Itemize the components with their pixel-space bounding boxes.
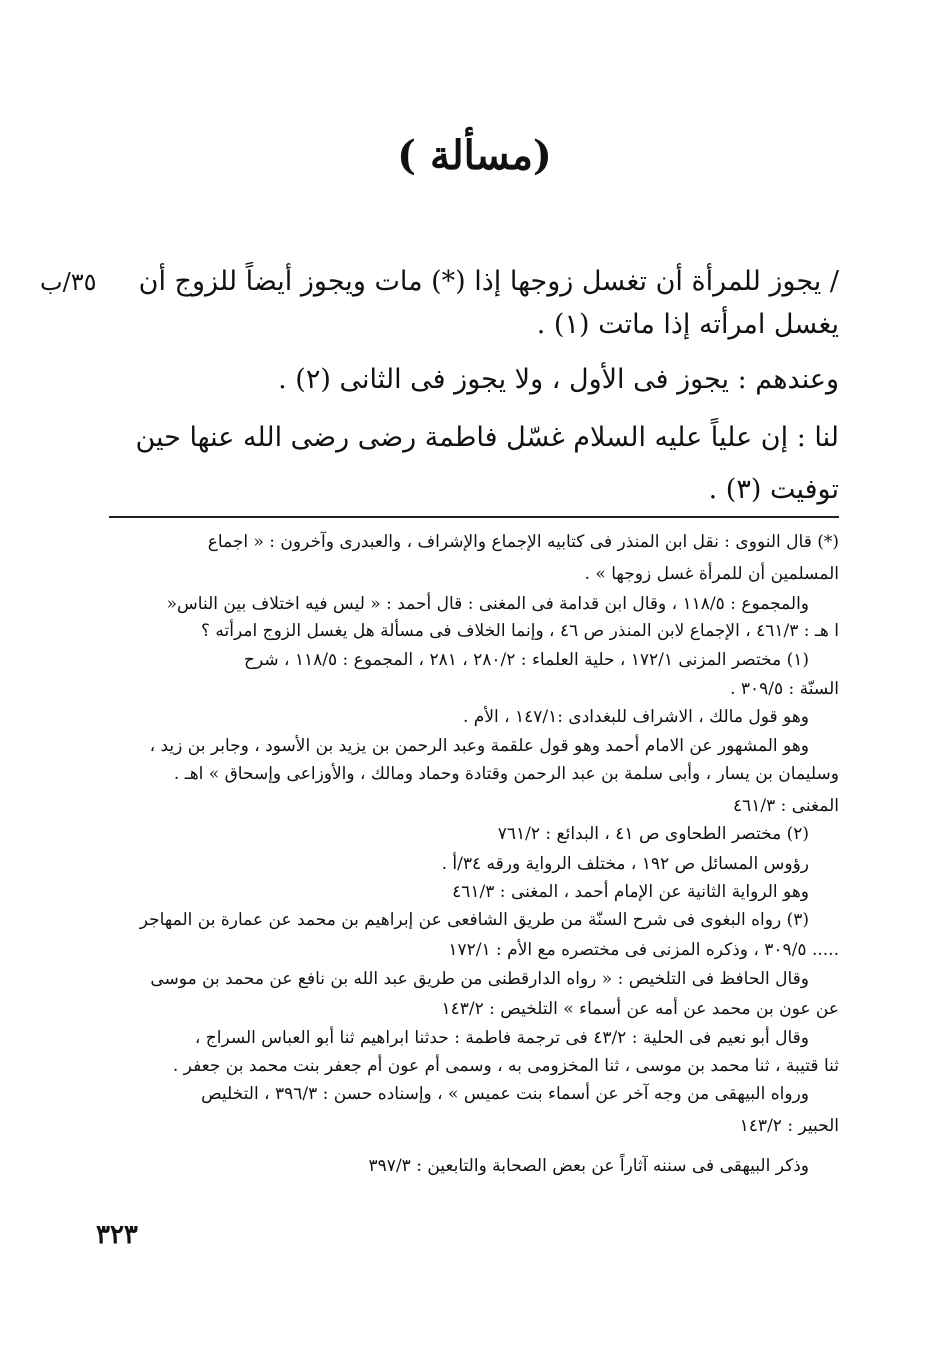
footnote-line: والمجموع : ١١٨/٥ ، وقال ابن قدامة فى المغنى : قال أحمد : « ليس فيه اختلاف بين الناس« (166, 594, 809, 614)
page-number: ٣٢٣ (96, 1220, 138, 1250)
main-text-line: لنا : إن علياً عليه السلام غسّل فاطمة رضى رضى الله عنها حين (135, 422, 839, 453)
footnote-line: عن عون بن محمد عن أمه عن أسماء » التلخيص : ١٤٣/٢ (441, 999, 839, 1019)
footnote-line: المغنى : ٤٦١/٣ (732, 796, 839, 816)
footnote-line: وهو الرواية الثانية عن الإمام أحمد ، المغنى : ٤٦١/٣ (452, 882, 809, 902)
footnote-line: (١) مختصر المزنى ١٧٢/١ ، حلية العلماء : ٢٨٠/٢ ، ٢٨١ ، المجموع : ١١٨/٥ ، شرح (243, 650, 809, 670)
footnote-line: وهو قول مالك ، الاشراف للبغدادى :١٤٧/١ ، الأم . (462, 707, 809, 727)
footnote-line: الحبير : ١٤٣/٢ (739, 1116, 839, 1136)
footnote-line: (٢) مختصر الطحاوى ص ٤١ ، البدائع : ٧٦١/٢ (497, 824, 809, 844)
footnote-line: ثنا قتيبة ، ثنا محمد بن موسى ، ثنا المخزومى به ، وسمى أم عون أم جعفر بنت محمد بن جعفر . (172, 1056, 839, 1076)
footnote-line: السنّة : ٣٠٩/٥ . (730, 679, 839, 699)
footnote-line: وقال الحافظ فى التلخيص : « رواه الدارقطنى من طريق عبد الله بن نافع عن محمد بن موسى (150, 969, 809, 989)
footnote-divider (109, 516, 839, 518)
footnote-line: المسلمين أن للمرأة غسل زوجها » . (584, 564, 839, 584)
footnote-line: (*) قال النووى : نقل ابن المنذر فى كتابيه الإجماع والإشراف ، والعبدرى وآخرون : « اجماع (207, 532, 839, 552)
margin-folio-reference: ٣٥/ب (40, 268, 97, 296)
main-text-line: وعندهم : يجوز فى الأول ، ولا يجوز فى الثانى (٢) . (278, 364, 839, 395)
main-text-line: توفيت (٣) . (708, 474, 839, 505)
footnote-line: وقال أبو نعيم فى الحلية : ٤٣/٢ فى ترجمة فاطمة : حدثنا ابراهيم ثنا أبو العباس السراج ، (194, 1028, 809, 1048)
page-title: (مسألة ) (397, 132, 552, 179)
footnote-line: ..... ٣٠٩/٥ ، وذكره المزنى فى مختصره مع الأم : ١٧٢/١ (448, 940, 839, 960)
footnote-line: وسليمان بن يسار ، وأبى سلمة بن عبد الرحمن وقتادة وحماد ومالك ، والأوزاعى وإسحاق » اهـ . (173, 764, 839, 784)
footnote-line: وهو المشهور عن الامام أحمد وهو قول علقمة وعبد الرحمن بن يزيد بن الأسود ، وجابر بن زيد ، (149, 736, 809, 756)
main-text-line: / يجوز للمرأة أن تغسل زوجها إذا (*) مات ويجوز أيضاً للزوج أن (138, 266, 839, 297)
footnote-line: ورواه البيهقى من وجه آخر عن أسماء بنت عميس » ، وإسناده حسن : ٣٩٦/٣ ، التخليص (201, 1084, 809, 1104)
footnote-line: وذكر البيهقى فى سننه آثاراً عن بعض الصحابة والتابعين : ٣٩٧/٣ (368, 1156, 809, 1176)
footnote-line: ا هـ : ٤٦١/٣ ، الإجماع لابن المنذر ص ٤٦ ، وإنما الخلاف فى مسألة هل يغسل الزوج امرأته ؟ (200, 621, 839, 641)
footnote-line: (٣) رواه البغوى فى شرح السنّة من طريق الشافعى عن إبراهيم بن محمد عن عمارة بن المهاجر (139, 910, 809, 930)
main-text-line: يغسل امرأته إذا ماتت (١) . (536, 309, 839, 340)
footnote-line: رؤوس المسائل ص ١٩٢ ، مختلف الرواية ورقه ٣٤/أ . (441, 854, 809, 874)
